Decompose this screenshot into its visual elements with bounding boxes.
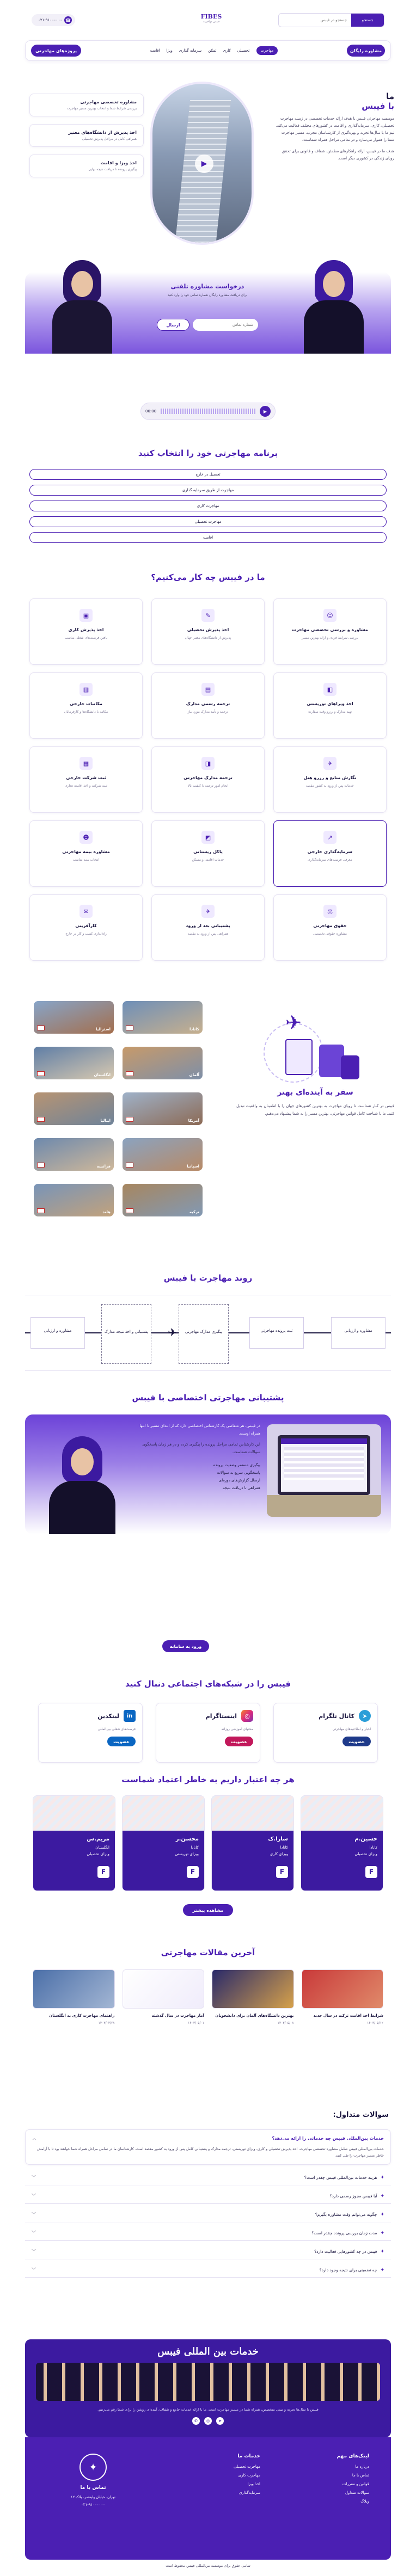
service-desc: یافتن فرصت‌های شغلی مناسب [65, 636, 107, 640]
country-label: استرالیا [95, 1027, 111, 1031]
visa-type: ویزای تحصیلی [354, 1852, 377, 1856]
service-title: ترجمه مدارک مهاجرتی [183, 775, 233, 780]
support-bullet: پیگیری مستمر وضعیت پرونده [213, 1463, 260, 1467]
join-button[interactable]: عضویت [342, 1737, 371, 1746]
faq-title: سوالات متداول: [333, 2111, 389, 2119]
nav-item[interactable]: تمکن [208, 48, 217, 53]
search-button[interactable]: جستجو [351, 14, 384, 27]
play-icon[interactable]: ▶ [260, 406, 271, 417]
hero-title-2: با فیبس [362, 101, 394, 111]
article-image [123, 1969, 205, 2009]
visa-type: ویزای کاری [270, 1852, 288, 1856]
doc-icon: ▤ [201, 683, 215, 696]
chevron-down-icon: ﹀ [32, 2231, 36, 2235]
passport2-icon: ◩ [201, 831, 215, 844]
question-icon: ✦ [380, 2175, 384, 2180]
travel-text [236, 1088, 394, 1117]
service-title: کارآفرینی [75, 923, 97, 928]
faq-answer: خدمات بین‌المللی فیبس شامل مشاوره تخصصی مهاجرت، اخذ پذیرش تحصیلی و کاری، ویزای توریستی، ترجمه مدارک و پشتیبانی کامل پس از ورود به کشور مقصد است. کارشناسان ما در تمامی مراحل همراه شما خواهند بود تا با آرامش خاطر مسیر مهاجرت را طی کنید. [37, 2147, 384, 2158]
nav-item[interactable]: مهاجرت [256, 46, 278, 55]
feature-desc: همراهی کامل در مراحل پذیرش تحصیلی [82, 137, 137, 141]
consult-section [25, 272, 391, 354]
support-card [25, 1414, 391, 1534]
footer-link[interactable]: قوانین و مقررات [342, 2482, 369, 2486]
trust-title: هر چه اعتبار داریم به خاطر اعتماد شماست [121, 1775, 295, 1784]
support-bullet: ارسال گزارش‌های دوره‌ای [218, 1478, 260, 1482]
service-title: پشتیبانی بعد از ورود [186, 923, 230, 928]
trust-more-button[interactable]: مشاهده بیشتر [183, 1904, 233, 1916]
social-name: لینکدین [97, 1712, 119, 1720]
team-photo [36, 2363, 380, 2401]
flag-icon [37, 1071, 45, 1076]
process-step: پیگیری مدارک مهاجرتی [179, 1304, 229, 1364]
consult-title: درخواست مشاوره تلفنی [170, 283, 244, 290]
play-icon[interactable]: ▶ [195, 155, 213, 173]
chevron-down-icon: ﹀ [32, 2194, 36, 2198]
footer-link[interactable]: سوالات متداول [345, 2491, 369, 2495]
faq-item[interactable] [25, 2263, 391, 2278]
phone-badge[interactable] [32, 14, 75, 26]
services-grid [29, 598, 387, 961]
visa-name: حسین.م [354, 1836, 377, 1842]
service-desc: خدمات اقامتی و مسکن [192, 858, 224, 862]
visa-photo [212, 1796, 293, 1831]
social-name: کانال تلگرام [319, 1712, 354, 1720]
faq-item[interactable] [25, 2244, 391, 2259]
support-p1: در فیبس، هر متقاضی یک کارشناس اختصاصی دارد که از ابتدای مسیر تا انتها همراه اوست. [139, 1424, 260, 1436]
service-title: حقوق مهاجرتی [313, 923, 347, 928]
country-label: آلمان [189, 1073, 199, 1077]
article-title: شرایط اخذ اقامت ترکیه در سال جدید [313, 2013, 383, 2018]
country-label: هلند [102, 1210, 111, 1214]
visa-photo [33, 1796, 115, 1831]
service-desc: خدمات پس از ورود به کشور مقصد [306, 784, 354, 788]
nav-item[interactable]: تحصیلی [237, 48, 250, 53]
service-desc: پذیرش از دانشگاه‌های معتبر جهان [185, 636, 231, 640]
faq-item[interactable] [25, 2189, 391, 2204]
faq-list [25, 2129, 391, 2281]
travel-title: سفر به آینده‌ای بهتر [277, 1088, 353, 1097]
faq-question: چه تضمینی برای نتیجه وجود دارد؟ [319, 2268, 377, 2272]
faq-question: خدمات بین‌المللی فیبس چه خدماتی را ارائه می‌دهد؟ [272, 2136, 384, 2141]
search-box[interactable] [278, 13, 384, 27]
question-icon: ✦ [380, 2248, 384, 2254]
service-desc: تهیه مدارک و رزرو وقت سفارت [308, 710, 352, 714]
consultant-photo [47, 256, 118, 354]
service-card[interactable] [151, 894, 265, 961]
airplane-icon: ✈ [285, 1012, 302, 1034]
service-desc: مکاتبه با دانشگاه‌ها و کارفرمایان [64, 710, 108, 714]
social-desc: فرصت‌های شغلی بین‌المللی [97, 1727, 136, 1731]
graduation-icon: ✎ [201, 609, 215, 622]
question-icon: ✦ [380, 2230, 384, 2236]
join-button[interactable]: عضویت [107, 1737, 136, 1746]
family-icon: ☻ [79, 831, 93, 844]
nav-item[interactable]: ویزا [166, 48, 173, 53]
briefcase-icon: ▣ [79, 609, 93, 622]
consult-form [139, 283, 276, 331]
passport-icon [285, 1039, 313, 1075]
hero-features [29, 94, 144, 177]
article-title: راهنمای مهاجرت کاری به انگلستان [49, 2013, 115, 2018]
faq-question: فیبس در چه کشورهایی فعالیت دارد؟ [314, 2249, 377, 2254]
article-image [33, 1969, 115, 2009]
country-card[interactable] [34, 1047, 114, 1079]
visa-name: سارا.ک [268, 1836, 288, 1842]
country-label: اسپانیا [187, 1164, 199, 1169]
phone-icon: ☎ [64, 16, 72, 24]
footer-link[interactable]: مهاجرت تحصیلی [234, 2464, 260, 2469]
service-title: مشاوره و بررسی تخصصی مهاجرت [292, 627, 368, 632]
country-card[interactable] [123, 1092, 203, 1125]
social-card-instagram[interactable] [156, 1703, 260, 1763]
faq-item[interactable] [25, 2207, 391, 2222]
country-card[interactable] [34, 1184, 114, 1216]
country-card[interactable] [123, 1184, 203, 1216]
visa-country: کانادا [369, 1845, 377, 1850]
banner-social [25, 2417, 391, 2425]
audio-time: 00:00 [145, 409, 157, 413]
chevron-down-icon: ﹀ [32, 2268, 36, 2272]
footer-col-services [195, 2454, 260, 2495]
trust-cards [33, 1795, 383, 1891]
process-strip [25, 1295, 391, 1371]
footer-col-title: خدمات ما [237, 2454, 260, 2459]
process-step: ثبت پرونده مهاجرتی [249, 1317, 304, 1349]
banner-title: خدمات بین المللی فیبس [157, 2346, 259, 2357]
service-title: نگارش منابع و رزرو هتل [303, 775, 357, 780]
visa-name: محسن.ر [175, 1836, 199, 1842]
flag-icon [37, 1026, 45, 1030]
law-icon: ⚖ [323, 905, 337, 918]
feature-title: اخذ ویزا و اقامت [100, 160, 137, 165]
flag-icon [126, 1071, 133, 1076]
id-icon: ◨ [201, 757, 215, 770]
service-card[interactable] [29, 672, 143, 739]
country-grid [34, 1001, 203, 1216]
article-date: ۱۴۰۳/۰۵/۰۱ [188, 2021, 204, 2025]
ticket-icon: ✈ [323, 757, 337, 770]
chevron-down-icon: ﹀ [32, 2249, 36, 2254]
visa-country: کانادا [280, 1845, 288, 1850]
feature-title: مشاوره تخصصی مهاجرتی [80, 100, 137, 104]
nav-menu [150, 46, 278, 55]
visa-name: مریم.س [87, 1836, 109, 1842]
social-card-linkedin[interactable] [38, 1703, 143, 1763]
chart-icon: ↗ [323, 831, 337, 844]
service-card[interactable] [29, 894, 143, 961]
submit-button[interactable]: ارسال [157, 319, 189, 331]
team-banner [25, 2339, 391, 2437]
service-desc: ثبت شرکت و اخذ اقامت تجاری [65, 784, 107, 788]
whatsapp-icon[interactable]: ✆ [192, 2417, 200, 2425]
service-title: ترجمه رسمی مدارک [186, 701, 230, 706]
service-desc: معرفی فرصت‌های سرمایه‌گذاری [308, 858, 352, 862]
article-title: آمار مهاجرت در سال گذشته [151, 2013, 204, 2018]
country-card[interactable] [34, 1001, 114, 1034]
service-title: مکاتبات خارجی [70, 701, 102, 706]
program-option[interactable]: مهاجرت تحصیلی [29, 516, 387, 527]
fibes-logo-icon: F [365, 1866, 377, 1878]
hero-text [274, 91, 394, 162]
visa-card[interactable] [33, 1795, 115, 1891]
faq-question: چگونه می‌توانم وقت مشاوره بگیرم؟ [315, 2212, 377, 2217]
articles-list [33, 1969, 383, 2025]
article-image [212, 1969, 294, 2009]
program-list [29, 469, 387, 543]
social-title: فیبس را در شبکه‌های اجتماعی دنبال کنید [125, 1679, 291, 1689]
footer-link[interactable]: درباره ما [355, 2464, 369, 2469]
social-card-telegram[interactable] [273, 1703, 378, 1763]
service-card[interactable] [273, 672, 387, 739]
linkedin-icon: in [124, 1710, 136, 1722]
service-desc: مشاوره حقوقی تخصصی [313, 932, 347, 936]
flag-icon [37, 1117, 45, 1122]
social-name: اینستاگرام [205, 1712, 237, 1720]
copyright: تمامی حقوق برای موسسه بین‌المللی فیبس محفوظ است [166, 2563, 250, 2568]
article-title: بهترین دانشگاه‌های آلمان برای دانشجویان [215, 2013, 294, 2018]
country-label: ترکیه [189, 1210, 199, 1214]
visa-card[interactable] [122, 1795, 205, 1891]
visa-type: ویزای توریستی [175, 1852, 199, 1856]
faq-item-open[interactable] [25, 2129, 391, 2165]
footer-col-links [304, 2454, 369, 2504]
service-card[interactable] [151, 746, 265, 813]
process-step: مشاوره و ارزیابی [331, 1317, 386, 1349]
footer-link[interactable]: سرمایه‌گذاری [238, 2491, 260, 2495]
articles-title: آخرین مقالات مهاجرتی [161, 1948, 255, 1957]
faq-item[interactable] [25, 2170, 391, 2185]
article-date: ۱۴۰۳/۰۵/۱۲ [367, 2021, 383, 2025]
country-label: ایتالیا [100, 1119, 111, 1123]
social-cards [38, 1703, 378, 1763]
fibes-logo-icon: F [97, 1866, 109, 1878]
audio-player[interactable] [140, 403, 276, 420]
footer-link[interactable]: مهاجرت کاری [238, 2473, 260, 2478]
support-bullet: همراهی تا دریافت نتیجه [222, 1486, 260, 1490]
social-desc: محتوای آموزشی روزانه [221, 1727, 253, 1731]
support-bullet: پاسخگویی سریع به سوالات [217, 1471, 260, 1475]
chevron-down-icon: ﹀ [32, 2175, 36, 2180]
flag-icon [126, 1208, 133, 1213]
question-icon: ✦ [380, 2211, 384, 2217]
feature-desc: پیگیری پرونده تا دریافت نتیجه نهایی [88, 168, 137, 171]
footer-address: تهران، خیابان ولیعصر، پلاک ۱۲ [71, 2495, 115, 2499]
program-option[interactable]: تحصیل در خارج [29, 469, 387, 480]
telegram-icon: ➤ [359, 1710, 371, 1722]
building-icon: ▥ [79, 683, 93, 696]
visa-photo [123, 1796, 204, 1831]
visa-type: ویزای تحصیلی [87, 1852, 109, 1856]
nav-bar [25, 40, 391, 61]
country-card[interactable] [34, 1138, 114, 1171]
join-button[interactable]: عضویت [225, 1737, 253, 1746]
visa-country: انگلستان [95, 1845, 109, 1850]
question-icon: ✦ [380, 2267, 384, 2273]
article-image [302, 1969, 384, 2009]
passport-icon: ◧ [323, 683, 337, 696]
audio-waveform [161, 409, 255, 414]
consultant-photo [298, 256, 369, 354]
article-date: ۱۴۰۳/۰۵/۰۸ [277, 2021, 294, 2025]
program-title: برنامه مهاجرتی خود را انتخاب کنید [138, 448, 278, 458]
service-card[interactable] [151, 820, 265, 887]
service-card[interactable] [151, 672, 265, 739]
nav-item[interactable]: سرمایه گذاری [179, 48, 202, 53]
fibes-logo-icon: F [276, 1866, 288, 1878]
service-card[interactable] [273, 598, 387, 665]
hero-title-1: ما [386, 91, 394, 101]
support-agent-photo [41, 1431, 123, 1534]
users-icon: ☺ [323, 609, 337, 622]
instagram-icon: ◎ [241, 1710, 253, 1722]
brand-name: FIBES [200, 13, 222, 20]
country-label: انگلستان [94, 1073, 111, 1077]
plane-icon: ✈ [168, 1326, 177, 1339]
service-card[interactable] [29, 598, 143, 665]
visa-card[interactable] [301, 1795, 383, 1891]
feature-card [29, 94, 144, 116]
instagram-icon[interactable]: ◎ [204, 2417, 212, 2425]
country-label: کانادا [189, 1027, 199, 1031]
service-card[interactable] [273, 820, 387, 887]
laptop-image [267, 1424, 381, 1517]
plane-icon: ✈ [201, 905, 215, 918]
service-desc: بررسی شرایط فردی و ارائه بهترین مسیر [302, 636, 358, 640]
chevron-down-icon: ﹀ [32, 2212, 36, 2217]
free-consult-button[interactable]: مشاوره رایگان [347, 45, 385, 57]
nav-item[interactable]: کاری [223, 48, 231, 53]
nav-item[interactable]: اقامت [150, 48, 160, 53]
chevron-up-icon: ︿ [32, 2136, 36, 2141]
service-title: اخذ پذیرش کاری [68, 627, 104, 632]
process-title: روند مهاجرت با فیبس [163, 1273, 253, 1283]
social-desc: اخبار و اطلاعیه‌های مهاجرتی [332, 1727, 371, 1731]
service-title: اخذ ویزاهای توریستی [307, 701, 353, 706]
support-text [135, 1422, 260, 1492]
article-card[interactable] [212, 1969, 294, 2025]
telegram-icon[interactable]: ➤ [216, 2417, 224, 2425]
phone-text: ۰۲۱-۹۱۰۰۰۰۰۰ [38, 18, 62, 22]
question-icon: ✦ [380, 2193, 384, 2199]
process-step: پشتیبانی و اخذ نتیجه مدارک [101, 1304, 151, 1364]
article-date: ۱۴۰۳/۰۴/۲۸ [98, 2021, 115, 2025]
company-icon: ▦ [79, 757, 93, 770]
hero-image [150, 82, 254, 245]
banner-desc: فیبس با سال‌ها تجربه و تیمی متخصص، همراه شما در مسیر مهاجرت است. ما با ارائه خدمات جامع و شفاف، آینده‌ای روشن را برای شما رقم می‌زنیم. [97, 2407, 319, 2412]
services-title: ما در فیبس چه کار می‌کنیم؟ [151, 572, 265, 582]
flag-icon [37, 1163, 45, 1167]
service-desc: ترجمه و تأیید مدارک مورد نیاز [187, 710, 229, 714]
hero-body-2: هدف ما در فیبس، ارائه راهکارهای مطمئن، شفاف و قانونی برای تحقق رویای زندگی در کشوری دیگر است. [282, 149, 394, 160]
chat-icon: ✉ [79, 905, 93, 918]
service-title: اخذ پذیرش تحصیلی [187, 627, 229, 632]
flag-icon [37, 1208, 45, 1213]
program-option[interactable]: اقامت [29, 532, 387, 543]
feature-desc: بررسی شرایط شما و انتخاب بهترین مسیر مهاجرت [66, 107, 137, 110]
suitcase-icon [341, 1055, 359, 1079]
visa-country: کانادا [191, 1845, 199, 1850]
footer-logo: ✦ [79, 2454, 107, 2481]
support-p2: این کارشناس تمامی مراحل پرونده را پیگیری کرده و در هر زمان پاسخگوی سوالات شماست. [142, 1442, 260, 1454]
footer [25, 2437, 391, 2560]
flag-icon [126, 1026, 133, 1030]
service-desc: انتخاب بیمه مناسب [72, 858, 100, 862]
country-card[interactable] [34, 1092, 114, 1125]
service-title: سرمایه‌گذاری خارجی [307, 849, 353, 854]
support-title: پشتیبانی مهاجرتی اختصاصی با فیبس [132, 1393, 284, 1403]
service-card[interactable] [151, 598, 265, 665]
service-card[interactable] [273, 746, 387, 813]
country-card[interactable] [123, 1047, 203, 1079]
feature-card [29, 124, 144, 147]
footer-col-title: لینک‌های مهم [337, 2454, 369, 2459]
phone-field[interactable] [193, 319, 258, 331]
visa-photo [301, 1796, 383, 1831]
hero-body: موسسه مهاجرتی فیبس با هدف ارائه خدمات تخصصی در زمینه مهاجرت تحصیلی، کاری، سرمایه‌گذاری و اقامت در کشورهای مختلف فعالیت می‌کند. تیم ما با سال‌ها تجربه و بهره‌گیری از کارشناسان مجرب، مسیر مهاجرت شما را هموار می‌سازد و در تمامی مراحل همراه شماست. [276, 116, 394, 142]
process-step: مشاوره و ارزیابی [30, 1317, 85, 1349]
footer-phone: ۰۲۱-۹۱۰۰۰۰۰۰ [81, 2503, 105, 2507]
support-cta-button[interactable]: ورود به سامانه [162, 1640, 209, 1652]
country-label: آمریکا [188, 1119, 199, 1123]
country-label: فرانسه [96, 1164, 111, 1169]
article-card[interactable] [123, 1969, 205, 2025]
flag-icon [126, 1163, 133, 1167]
faq-question: مدت زمان بررسی پرونده چقدر است؟ [311, 2231, 377, 2235]
brand-sub: فیبس مهاجرت [203, 20, 220, 23]
feature-card [29, 155, 144, 177]
faq-item[interactable] [25, 2226, 391, 2241]
travel-illustration [247, 1012, 372, 1083]
service-card[interactable] [29, 746, 143, 813]
service-desc: انجام امور ترجمه با کیفیت بالا [187, 784, 229, 788]
footer-col-title: تماس با ما [80, 2485, 106, 2491]
country-card[interactable] [123, 1001, 203, 1034]
fibes-logo-icon: F [187, 1866, 199, 1878]
program-option[interactable]: مهاجرت کاری [29, 501, 387, 511]
top-bar [32, 12, 384, 28]
travel-desc: فیبس در کنار شماست تا رویای مهاجرت به بهترین کشورهای جهان را با اطمینان به واقعیت تبدیل کنید. ما با شناخت کامل قوانین مهاجرتی، بهترین مسیر را به شما پیشنهاد می‌دهیم. [236, 1104, 394, 1116]
footer-link[interactable]: وبلاگ [360, 2499, 369, 2504]
service-card[interactable] [273, 894, 387, 961]
flag-icon [126, 1117, 133, 1122]
consult-desc: برای دریافت مشاوره رایگان شماره تماس خود را وارد کنید [168, 293, 247, 297]
service-desc: راه‌اندازی کسب و کار در خارج [65, 932, 107, 936]
service-title: پاکل ریستانی [193, 849, 223, 854]
projects-button[interactable]: پروژه‌های مهاجرتی [31, 45, 81, 57]
footer-contact [47, 2454, 139, 2507]
logo[interactable] [195, 13, 228, 23]
country-card[interactable] [123, 1138, 203, 1171]
search-input[interactable] [279, 18, 351, 22]
visa-card[interactable] [211, 1795, 294, 1891]
footer-link[interactable]: تماس با ما [352, 2473, 369, 2478]
footer-link[interactable]: اخذ ویزا [247, 2482, 260, 2486]
feature-title: اخذ پذیرش از دانشگاه‌های معتبر [68, 130, 137, 135]
service-desc: همراهی پس از ورود به مقصد [187, 932, 229, 936]
article-card[interactable] [302, 1969, 384, 2025]
service-card[interactable] [29, 820, 143, 887]
program-option[interactable]: مهاجرت از طریق سرمایه گذاری [29, 485, 387, 496]
service-title: مشاوره بیمه مهاجرتی [62, 849, 110, 854]
article-card[interactable] [33, 1969, 115, 2025]
faq-question: آیا فیبس مجوز رسمی دارد؟ [329, 2194, 377, 2198]
faq-question: هزینه خدمات بین‌المللی فیبس چقدر است؟ [304, 2175, 377, 2180]
service-title: ثبت شرکت خارجی [66, 775, 106, 780]
